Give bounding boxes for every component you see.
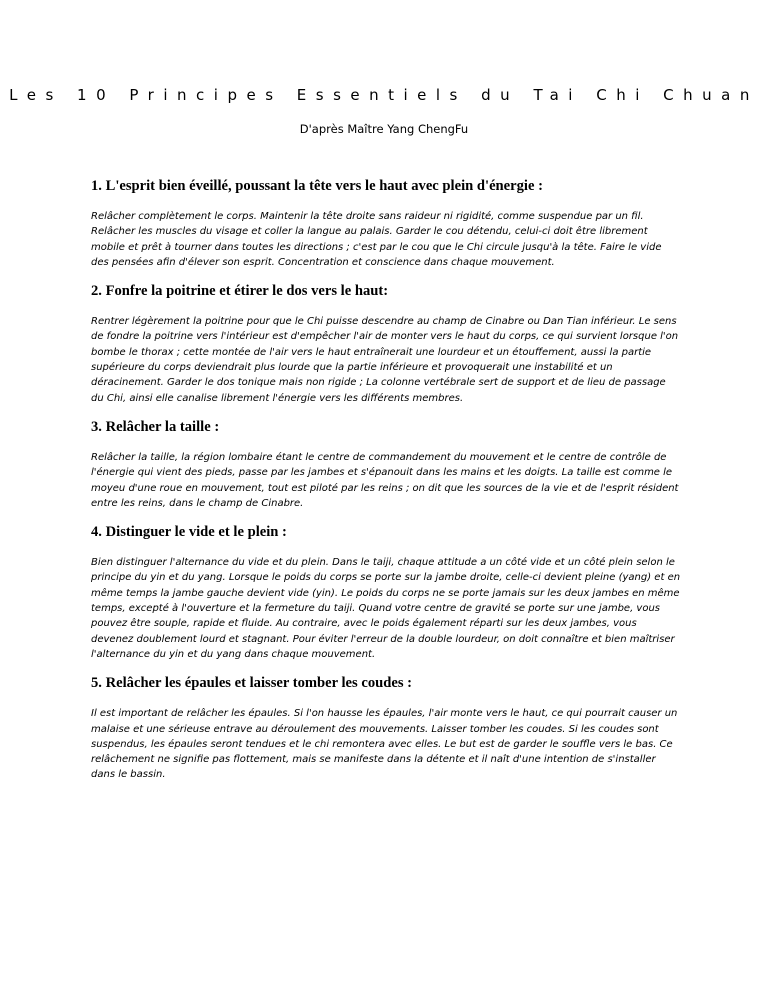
principle-heading: 1. L'esprit bien éveillé, poussant la tête vers le haut avec plein d'énergie : bbox=[91, 178, 543, 194]
principle-text: Bien distinguer l'alternance du vide et du plein. Dans le taiji, chaque attitude a un côté vide et un côté plein selon le principe du yin et du yang. Lorsque le poids du corps se porte sur la jambe droite, celle-ci devient pleine (yang) et en même temps la jambe gauche devient vide (yin). Le poids du corps ne se porte jamais sur les deux jambes en même temps, excepté à l'ouverture et la fermeture du taiji. Quand votre centre de gravité se porte sur une jambe, vous pouvez être souple, rapide et fluide. Au contraire, avec le poids également réparti sur les deux jambes, vous devenez doublement lourd et stagnant. Pour éviter l'erreur de la double lourdeur, on doit connaître et bien maîtriser l'alternance du yin et du yang dans chaque mouvement. bbox=[91, 557, 681, 660]
content-body bbox=[91, 178, 681, 796]
page-title: Les 10 Principes Essentiels du Tai Chi Chuan bbox=[9, 86, 759, 104]
principle-heading: 2. Fonfre la poitrine et étirer le dos vers le haut: bbox=[91, 283, 389, 300]
principle-section-1 bbox=[91, 178, 681, 270]
principle-text: Il est important de relâcher les épaules. Si l'on hausse les épaules, l'air monte vers le haut, ce qui pourrait causer un malaise et une sérieuse entrave au déroulement des mouvements. Laisser tomber les coudes. Si les coudes sont suspendus, les épaules seront tendues et le chi remontera avec elles. Le but est de garder le souffle vers le bas. Ce relâchement ne signifie pas flottement, mais se manifeste dans la détente et il naît d'une intention de s'installer dans le bassin. bbox=[91, 708, 678, 781]
principle-heading: 4. Distinguer le vide et le plein : bbox=[91, 524, 287, 541]
principle-text: Relâcher la taille, la région lombaire étant le centre de commandement du mouvement et le centre de contrôle de l'énergie qui vient des pieds, passe par les jambes et s'épanouit dans les mains et les doigts. La taille est comme le moyeu d'une roue en mouvement, tout est piloté par les reins ; on dit que les sources de la vie et de l'esprit résident entre les reins, dans le champ de Cinabre. bbox=[91, 451, 679, 509]
principle-section-2 bbox=[91, 283, 681, 406]
principle-text: Relâcher complètement le corps. Maintenir la tête droite sans raideur ni rigidité, comme suspendue par un fil. Relâcher les muscles du visage et coller la langue au palais. Garder le cou détendu, celui-ci doit être librement mobile et prêt à tourner dans toutes les directions ; c'est par le cou que le Chi circule jusqu'à la tête. Faire le vide des pensées afin d'élever son esprit. Concentration et conscience dans chaque mouvement. bbox=[91, 211, 662, 268]
page-subtitle: D'après Maître Yang ChengFu bbox=[299, 122, 469, 136]
principle-heading: 3. Relâcher la taille : bbox=[91, 418, 220, 435]
principle-section-5 bbox=[91, 675, 681, 782]
principle-section-4 bbox=[91, 524, 681, 662]
principle-text: Rentrer légèrement la poitrine pour que le Chi puisse descendre au champ de Cinabre ou Dan Tian inférieur. Le sens de fondre la poitrine vers l'intérieur est d'empêcher l'air de monter vers le haut du corps, ce qui survient lorsque l'on bombe le thorax ; cette montée de l'air vers le haut entraînerait une lourdeur et un étouffement, aussi la partie supérieure du corps deviendrait plus lourde que la partie inférieure et provoquerait une instabilité et un déracinement. Garder le dos tonique mais non rigide ; La colonne vertébrale sert de support et de lieu de passage du Chi, ainsi elle canalise librement l'énergie vers les différents membres. bbox=[91, 316, 679, 404]
principle-section-3 bbox=[91, 419, 681, 511]
principle-heading: 5. Relâcher les épaules et laisser tomber les coudes : bbox=[91, 675, 413, 692]
